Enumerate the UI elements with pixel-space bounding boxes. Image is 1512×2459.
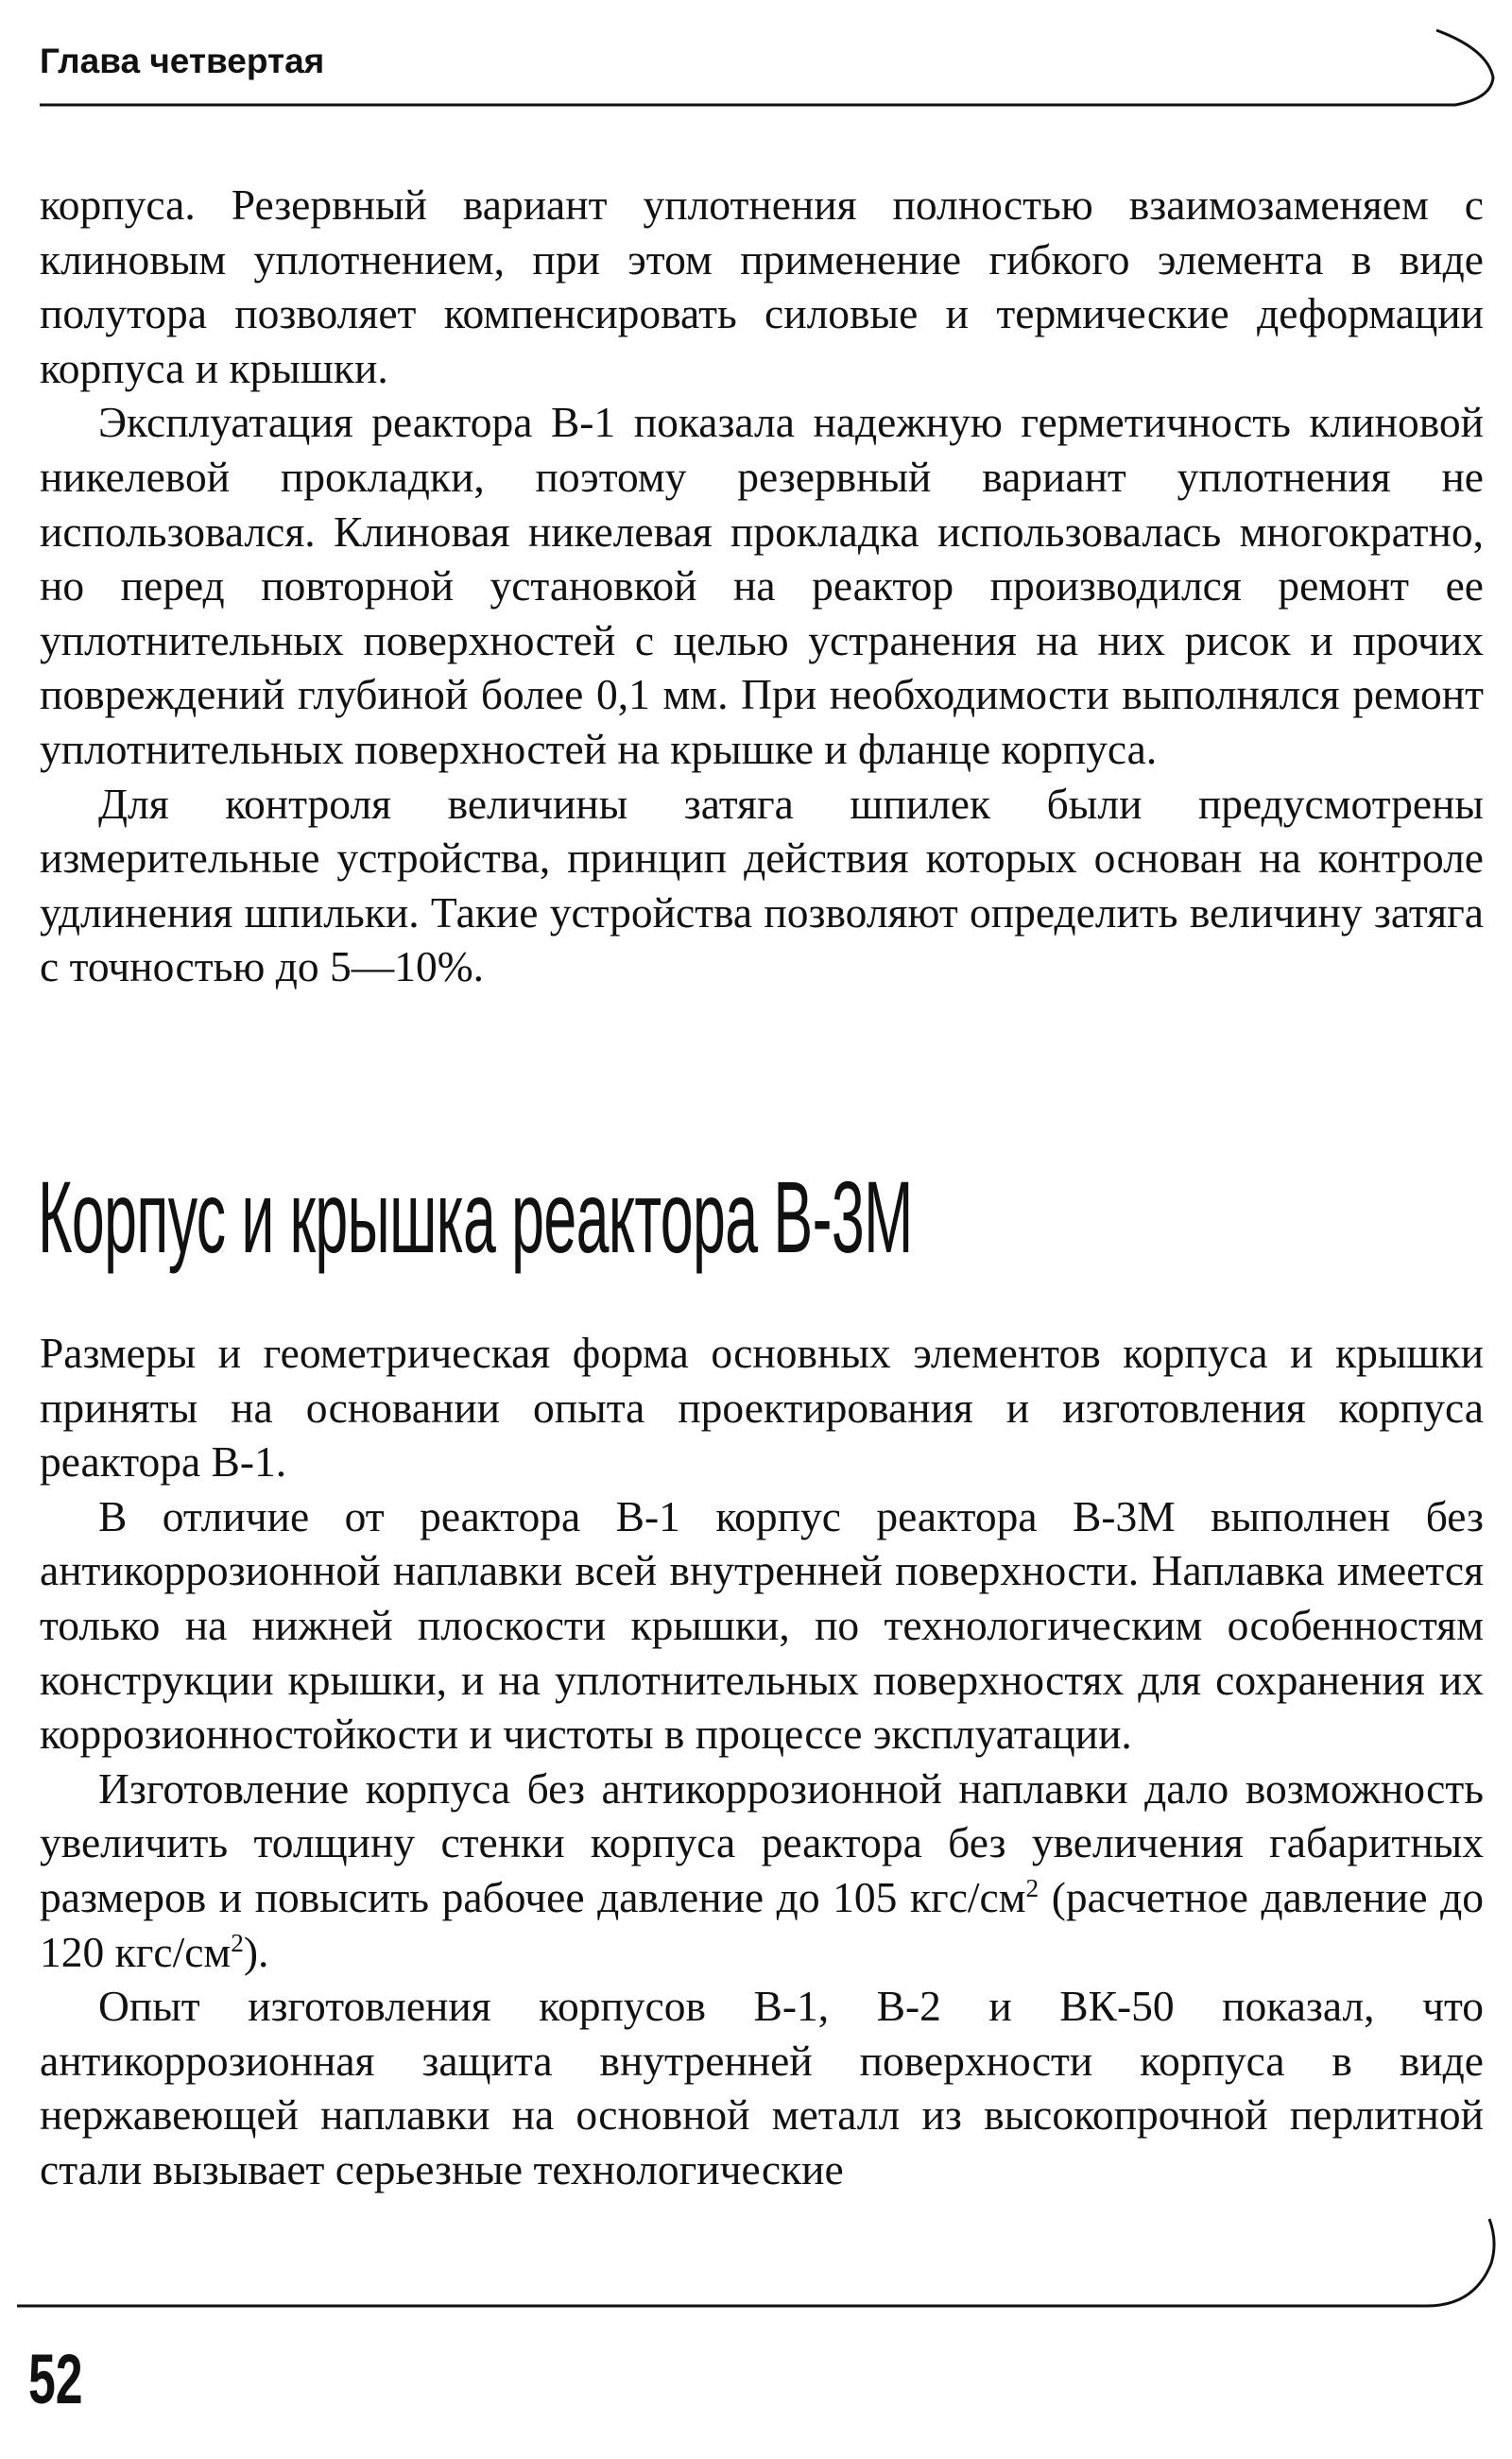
paragraph: корпуса. Резервный вариант уплотнения полностью взаимозаменяем с клиновым уплотнением, при этом применение гибкого элемента в виде полутора позволяет компенсировать силовые и термические деформации корпуса и крышки. xyxy=(40,181,1484,392)
paragraph-text: ). xyxy=(243,1927,269,1976)
paragraph-text: (расчетное давление до 120 кгс/см xyxy=(40,1872,1484,1976)
paragraph-with-superscripts xyxy=(40,1762,1484,1979)
paragraph: Эксплуатация реактора В-1 показала надежную герметичность клиновой никелевой прокладки, поэтому резервный вариант уплотнения не использовался. Клиновая никелевая прокладка использовалась многократно, но перед повторной установкой на реактор производился ремонт ее уплотнительных поверхностей с целью устранения на них рисок и прочих повреждений глубиной более 0,1 мм. При необходимости выполнялся ремонт уплотнительных поверхностей на крышке и фланце корпуса. xyxy=(40,398,1484,773)
paragraph-text: Изготовление корпуса без антикоррозионной наплавки дало возможность увеличить толщину стенки корпуса реактора без увеличения габаритных размеров и повысить рабочее давление до 105 кгс/см xyxy=(40,1763,1484,1921)
superscript: 2 xyxy=(231,1928,244,1957)
section-heading: Корпус и крышка реактора В-3М xyxy=(38,1160,913,1274)
superscript: 2 xyxy=(1025,1873,1040,1902)
text-block-2 xyxy=(40,1326,1484,2197)
footer-rule xyxy=(17,2219,1494,2306)
text-block-1 xyxy=(40,178,1484,994)
paragraph: В отличие от реактора В-1 корпус реактора В-3М выполнен без антикоррозионной наплавки всей внутренней поверхности. Наплавка имеется только на нижней плоскости крышки, по технологическим особенностям конструкции крышки, и на уплотнительных поверхностях для сохранения их коррозионностойкости и чистоты в процессе эксплуатации. xyxy=(40,1491,1484,1759)
page-number: 52 xyxy=(28,2340,83,2418)
running-head-chapter: Глава четвертая xyxy=(40,42,325,80)
paragraph: Размеры и геометрическая форма основных элементов корпуса и крышки приняты на основании опыта проектирования и изготовления корпуса реактора В-1. xyxy=(40,1329,1484,1487)
paragraph: Для контроля величины затяга шпилек были предусмотрены измерительные устройства, принцип действия которых основан на контроле удлинения шпильки. Такие устройства позволяют определить величину затяга с точностью до 5—10%. xyxy=(40,779,1484,991)
paragraph: Опыт изготовления корпусов В-1, В-2 и ВК-50 показал, что антикоррозионная защита внутренней поверхности корпуса в виде нержавеющей наплавки на основной металл из высокопрочной перлитной стали вызывает серьезные технологические xyxy=(40,1982,1484,2193)
